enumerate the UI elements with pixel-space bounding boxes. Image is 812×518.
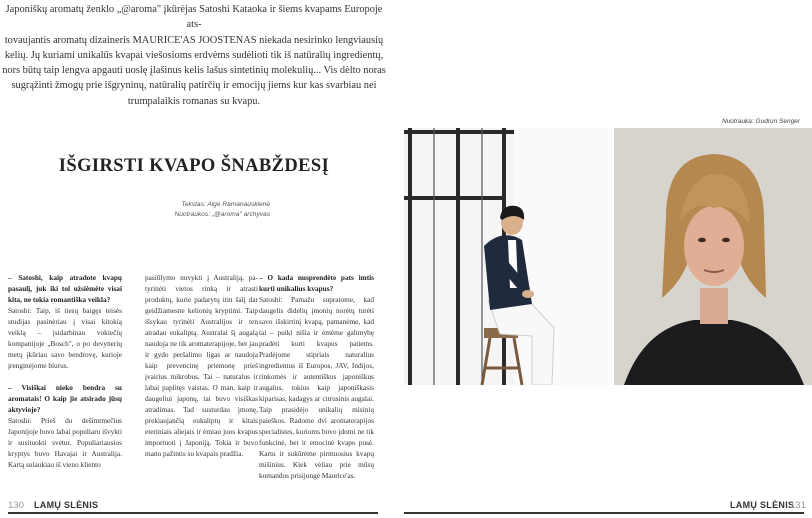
question: – O kada nusprendėte pats imtis kurti unikalius kvapus? bbox=[259, 273, 374, 293]
magazine-name-left: LAMŲ SLĖNIS bbox=[34, 500, 99, 510]
photo-satoshi bbox=[404, 128, 612, 385]
text-column-3 bbox=[259, 272, 374, 481]
intro-lead bbox=[0, 2, 388, 109]
magazine-name-right: LAMŲ SLĖNIS bbox=[730, 500, 795, 510]
footer-rule-right bbox=[404, 512, 804, 514]
answer: Satoshi: Prieš du dešimtmečius Japonijoje buvo labai populiaru išvykti ir susituokti svetur. Populiariausios kryptys buvo Havajai ir Australija. Kartą sulaukiau iš vieno kliento bbox=[8, 416, 122, 469]
answer: Satoshi: Taip, iš tiesų baigęs teisės studijas pasinėriau į visai kitokią veiklą – įsidarbinau vokiečių kompanijoje „Bosch", o po devynerių metų įkūriau savo bendrovę, kurioje įrenginėjome biurus. bbox=[8, 306, 122, 370]
answer: Satoshi: Pamažu supratome, kad daugelis didelių įmonių norėtų turėti savo išskirtinį kvapą, pamanėme, kad tai – puiki nišia ir ėmėme galimybę pradėti kurti kvapus patiems. Pradėjome stipriais naturalius ingredientus iš Europos, JAV, Indijos, rinkomės ir autentiškus japoniškus augalus, tokius kaip japoniškasis kiparisas, kadagys ar citrusinis augalai. Taip prasidėjo unikalių misinių paieškos. Radome dvi aromaterapijos specialistes, kurioms buvo įdomi ne tik funkcinė, bet ir emocinė kvapo pusė. Kartu ir sukūrėme pirmuosius kvapų mišinius. Kiek vėliau prie mūsų komandos prisijungė Maurice'as. bbox=[259, 295, 374, 480]
footer-rule-left bbox=[8, 512, 378, 514]
question: – Visiškai nieko bendra su aromatais! O kaip jie atsirado jūsų aktyvioje? bbox=[8, 383, 122, 414]
text-column-1 bbox=[8, 272, 122, 470]
photo-maurice bbox=[614, 128, 812, 385]
intro-line: trumpalaikis romanas su kvapu. bbox=[127, 95, 261, 107]
intro-line: sugrąžinti žmogų prie išgryninų, natūralių patirčių ir emocijų jiems kur kas svarbiau nei bbox=[11, 80, 377, 92]
photo-maurice-image bbox=[614, 128, 812, 385]
answer: pasiūlymo nuvykti į Australiją, patyrinėti vietos rinką ir atrasti produktų, kurie padarytų itin šalį dar geidžiamesne kelionių kryptimi. Taip išsykau tyrinėti Australijos ir ten atradau eukaliptą. Australai šį augalą naudoja ne tik aromaterapijoje, bet jau ir gydo peršalimo ligas ar naudoja kaip prevencinę priemonę prieš įvairius mikrobus. Tai – naturalus ir labai paplitęs vaistas. O man, kaip ir daugeliui japonų, tai buvo visiškas atradimas. Tad susturdau įmonę, prekiaujančią eukaliptų ir kitais eteriniais aliejais ir ėmiau juos kvapus importuoti į Japoniją. Tokia ir buvo mano pažintis su kvapais pradžia. bbox=[145, 273, 258, 458]
article-title: IŠGIRSTI KVAPO ŠNABŽDESĮ bbox=[58, 156, 330, 176]
intro-line: Japoniškų aromatų ženklo „@aroma" įkūrėjas Satoshi Kataoka ir šiems kvapams Europoje ats- bbox=[5, 4, 383, 31]
credit-photos: Nuotraukos: „@aroma" archyvas bbox=[174, 210, 270, 218]
page-number-right: 131 bbox=[790, 500, 806, 511]
page-number-left: 130 bbox=[8, 500, 24, 511]
photo-credit: Nuotrauka: Gudrun Senger bbox=[721, 118, 800, 125]
question: – Satoshi, kaip atradote kvapų pasaulį, juk iki tol užsiėmėte visai kita, ne tokia romantiška veikla? bbox=[8, 273, 122, 304]
text-column-2 bbox=[145, 272, 258, 459]
article-credits bbox=[150, 200, 270, 219]
credit-text: Tekstas: Algė Ramanauskienė bbox=[181, 201, 270, 208]
photo-satoshi-image bbox=[404, 128, 612, 385]
intro-line: tovaujantis aromatų dizaineris MAURICE'AS JOOSTENAS niekada nesirinko lengviausių bbox=[4, 34, 384, 46]
intro-line: nors būtų taip lengva apgauti uoslę įlašinus kelis lašus sintetinių molekulių... Vis dėlto noras bbox=[2, 65, 386, 77]
intro-line: kelių. Jų kuriami unikalūs kvapai viešosioms erdvėms sudėlioti tik iš natūralių ingredientų, bbox=[4, 49, 384, 61]
